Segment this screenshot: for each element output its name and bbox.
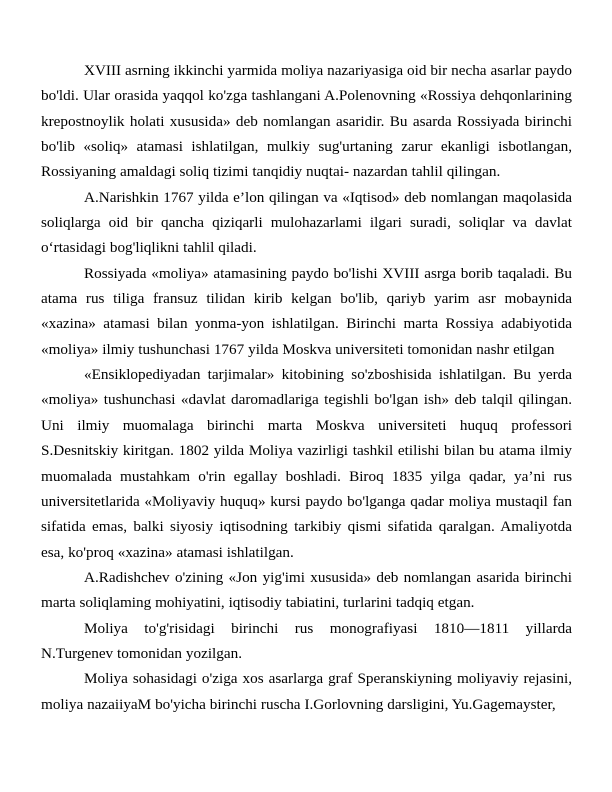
paragraph-1: XVIII asrning ikkinchi yarmida moliya nazariyasiga oid bir necha asarlar paydo bo'ldi. Ular orasida yaqqol ko'zga tashlangani A.Polenovning «Rossiya dehqonlarining krepostnoylik holati xususida» deb nomlangan asaridir. Bu asarda Rossiyada birinchi bo'lib «soliq» atamasi ishlatilgan, mulkiy sug'urtaning zarur ekanligi isbotlangan, Rossiyaning amaldagi soliq tizimi tanqidiy nuqtai- nazardan tahlil qilingan. (41, 62, 572, 181)
paragraph-7: Moliya sohasidagi o'ziga xos asarlarga graf Speranskiyning moliyaviy rejasini, moliya nazaiiyaM bo'yicha birinchi ruscha I.Gorlovning darsligini, Yu.Gagemayster, (41, 670, 572, 713)
document-text-body (41, 58, 572, 717)
paragraph-5: A.Radishchev o'zining «Jon yig'imi xususida» deb nomlangan asarida birinchi marta soliqlaming mohiyatini, iqtisodiy tabiatini, turlarini tadqiq etgan. (41, 568, 572, 612)
paragraph-6: Moliya to'g'risidagi birinchi rus monografiyasi 1810—1811 yillarda N.Turgenev tomonidan yozilgan. (41, 619, 572, 662)
paragraph-3: Rossiyada «moliya» atamasining paydo bo'lishi XVIII asrga borib taqaladi. Bu atama rus tiliga fransuz tilidan kirib kelgan bo'lib, qariyb yarim asr mobaynida «xazina» atamasi bilan yonma-yon ishlatilgan. Birinchi marta Rossiya adabiyotida «moliya» ilmiy tushunchasi 1767 yilda Moskva universiteti tomonidan nashr etilgan (41, 264, 572, 358)
paragraph-2: A.Narishkin 1767 yilda e’lon qilingan va «Iqtisod» deb nomlangan maqolasida soliqlarga oid bir qancha qiziqarli mulohazarlami ilgari suradi, soliqlar va davlat o‘rtasidagi bog'liqlikni tahlil qiladi. (41, 188, 572, 257)
paragraph-4: «Ensiklopediyadan tarjimalar» kitobining so'zboshisida ishlatilgan. Bu yerda «moliya» tushunchasi «davlat daromadlariga tegishli bo'lgan ish» deb talqil qilingan. Uni ilmiy muomalaga birinchi marta Moskva universiteti huquq professori S.Desnitskiy kiritgan. 1802 yilda Moliya vazirligi tashkil etilishi bilan bu atama ilmiy muomalada mustahkam o'rin egallay boshladi. Biroq 1835 yilga qadar, ya’ni rus universitetlarida «Moliyaviy huquq» kursi paydo bo'lganga qadar moliya mustaqil fan sifatida emas, balki siyosiy iqtisodning tarkibiy qismi sifatida qaralgan. Amaliyotda esa, ko'proq «xazina» atamasi ishlatilgan. (41, 366, 572, 561)
